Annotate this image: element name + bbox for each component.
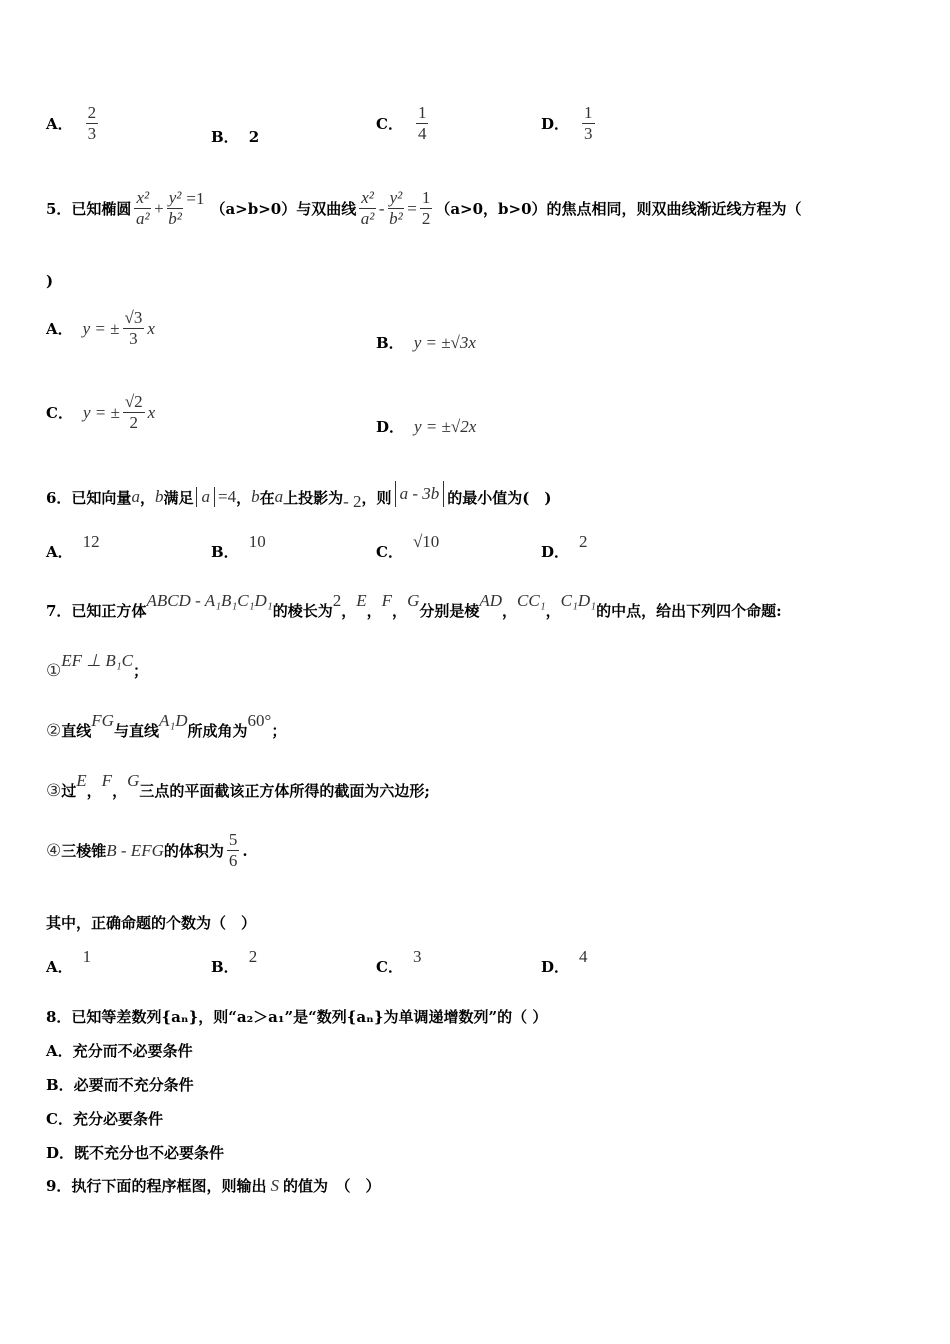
vector-b: b [251,487,260,506]
text: ， [236,488,252,507]
q9-stem [46,1175,380,1196]
point: G [407,590,420,610]
q4-option-b [211,126,269,147]
text: 的棱长为 [272,602,333,620]
q5-close [46,272,53,290]
text: C．充分必要条件 [46,1110,163,1128]
numerator: 1 [417,103,427,122]
q5-option-b [376,332,476,353]
mark: ③ [46,780,62,800]
fraction [167,188,184,229]
denominator: 4 [417,124,427,143]
denominator: 3 [87,124,97,143]
text: . [242,841,248,860]
text: 三棱锥 [61,842,107,860]
point: E [76,770,87,790]
q7-statement-4 [46,830,248,871]
fraction [227,830,240,871]
q7-option-b [211,946,258,977]
q8-stem [46,1006,547,1027]
option-label: A． [46,115,73,133]
q7-stem [46,590,782,621]
text: 过 [61,782,77,800]
value: 60° [247,710,272,730]
numerator: 1 [584,103,593,122]
text: 三点的平面截该正方体所得的截面为六边形; [139,782,430,800]
numerator: 5 [228,830,238,849]
point: G [127,770,140,790]
option-label: A． [46,958,73,976]
q7-option-a [46,946,92,977]
mark: ② [46,720,62,740]
expr: y = ±√3x [413,332,476,352]
option-label: A． [46,543,73,561]
operator: + [154,198,164,218]
operator: - [378,198,385,218]
q6-option-b [211,531,266,562]
option-label: D． [541,543,570,561]
variable-s: S [270,1175,279,1195]
expr: EF ⊥ B₁C [61,650,133,670]
q7-statement-2 [46,710,287,741]
q5-option-c [46,392,155,433]
denominator: a² [135,209,150,228]
text: 7．已知正方体 [46,602,147,620]
q4-option-c [376,103,431,144]
expr: FG [91,710,114,730]
text: 所成角为 [187,722,248,740]
text: （a>b>0）与双曲线 [210,200,357,218]
option-label: D． [376,418,405,436]
numerator: y² [168,188,182,207]
denominator: a² [360,209,375,228]
edge: C₁D₁ [560,590,597,610]
expr: y = ±√2x [414,416,477,436]
fraction [123,392,145,433]
option-label: B． [211,128,239,146]
abs-expr: a - 3b [395,481,445,507]
q8-option-d [46,1142,224,1163]
text: 分别是棱 [419,602,480,620]
option-label: C． [376,958,403,976]
text: ， [502,602,518,620]
q5-option-a [46,308,155,349]
option-label: B． [376,334,404,352]
q6-option-d [541,531,588,562]
point: F [101,770,113,790]
option-label: D． [541,958,570,976]
fraction [388,188,405,229]
option-value: 2 [248,946,258,966]
option-label: C． [46,404,73,422]
numerator: √2 [124,392,143,411]
q5-option-d [376,416,476,437]
option-label: C． [376,115,403,133]
denominator: 3 [129,329,138,348]
q6-stem [46,484,551,510]
q8-option-c [46,1108,163,1129]
text: 的中点，给出下列四个命题: [596,602,782,620]
numerator: √3 [124,308,143,327]
q4-option-a [46,103,101,144]
text: 5．已知椭圆 [46,200,132,218]
text: ； [271,722,287,740]
expr: B - EFG [106,840,164,860]
text: （a>0，b>0）的焦点相同，则双曲线渐近线方程为（ [435,200,802,218]
q8-option-b [46,1074,194,1095]
q6-option-a [46,531,100,562]
q6-option-c [376,531,440,562]
numerator: y² [389,188,403,207]
value: =4 [217,487,237,506]
text: ， [341,602,357,620]
text: ， [112,782,128,800]
fraction [86,103,99,144]
text: ， [392,602,408,620]
q5-stem [46,188,802,229]
fraction [582,103,595,144]
option-value: 12 [82,531,100,551]
expr: ABCD - A₁B₁C₁D₁ [146,590,273,610]
text: D．既不充分也不必要条件 [46,1144,225,1162]
denominator: b² [389,209,403,228]
text: ， [545,602,561,620]
text: ) [46,272,54,290]
fraction [359,188,376,229]
q7-statement-1 [46,650,148,681]
vector-a: a [274,487,284,506]
denominator: 3 [584,124,593,143]
text: B．必要而不充分条件 [46,1076,194,1094]
text: 的最小值为( ) [447,488,552,507]
option-value: 1 [82,946,92,966]
expr: y = ± [82,402,120,422]
denominator: b² [168,209,182,228]
option-value: 4 [579,946,588,966]
fraction [134,188,151,229]
numerator: 1 [421,188,431,207]
denominator: 2 [421,209,431,228]
text: ； [132,662,148,680]
value: - 2 [343,492,362,511]
fraction [416,103,429,144]
text: 满足 [163,488,194,507]
option-value: √10 [412,531,440,551]
text: ，则 [361,488,392,507]
numerator: x² [361,188,374,207]
option-value: 2 [579,531,588,551]
text: 6．已知向量 [46,488,132,507]
denominator: 2 [129,413,138,432]
vector-a: a [131,487,140,506]
q7-option-c [376,946,422,977]
text: 9．执行下面的程序框图，则输出 [46,1177,267,1195]
numerator: 2 [87,103,97,122]
text: 上投影为 [283,488,344,507]
option-label: A． [46,320,73,338]
text: A．充分而不必要条件 [46,1042,193,1060]
option-value: 3 [412,946,422,966]
option-label: C． [376,543,403,561]
text: 的体积为 [163,842,224,860]
text: ， [86,782,102,800]
abs-a: a [196,487,215,507]
mark: ① [46,660,62,680]
text: 其中，正确命题的个数为（ ） [46,914,257,932]
q7-statement-3 [46,770,430,801]
edge: AD [479,590,503,610]
expr: y = ± [82,318,120,338]
option-value: 10 [248,531,266,551]
expr: x [147,402,156,422]
q7-question [46,912,256,933]
option-label: B． [211,958,239,976]
q7-option-d [541,946,588,977]
numerator: x² [136,188,150,207]
point: F [381,590,393,610]
q4-option-d [541,103,598,144]
value: 2 [332,590,342,610]
denominator: 6 [228,851,238,870]
text: 在 [259,488,275,507]
expr: A₁D [158,710,188,730]
text: 直线 [61,722,92,740]
fraction [123,308,145,349]
q8-option-a [46,1040,193,1061]
option-label: D． [541,115,570,133]
equals: =1 [186,188,205,208]
option-value: 2 [248,127,260,146]
edge: CC₁ [517,590,546,610]
text: 与直线 [113,722,159,740]
text: 的值为 （ ） [282,1177,381,1195]
point: E [356,590,367,610]
text: 8．已知等差数列{aₙ}，则“a₂＞a₁”是“数列{aₙ}为单调递增数列”的（ ） [46,1008,548,1026]
equals: = [407,198,417,218]
vector-b: b [154,487,164,506]
text: ， [139,488,155,507]
mark: ④ [46,840,62,860]
fraction [420,188,433,229]
text: ， [366,602,382,620]
expr: x [147,318,155,338]
option-label: B． [211,543,239,561]
